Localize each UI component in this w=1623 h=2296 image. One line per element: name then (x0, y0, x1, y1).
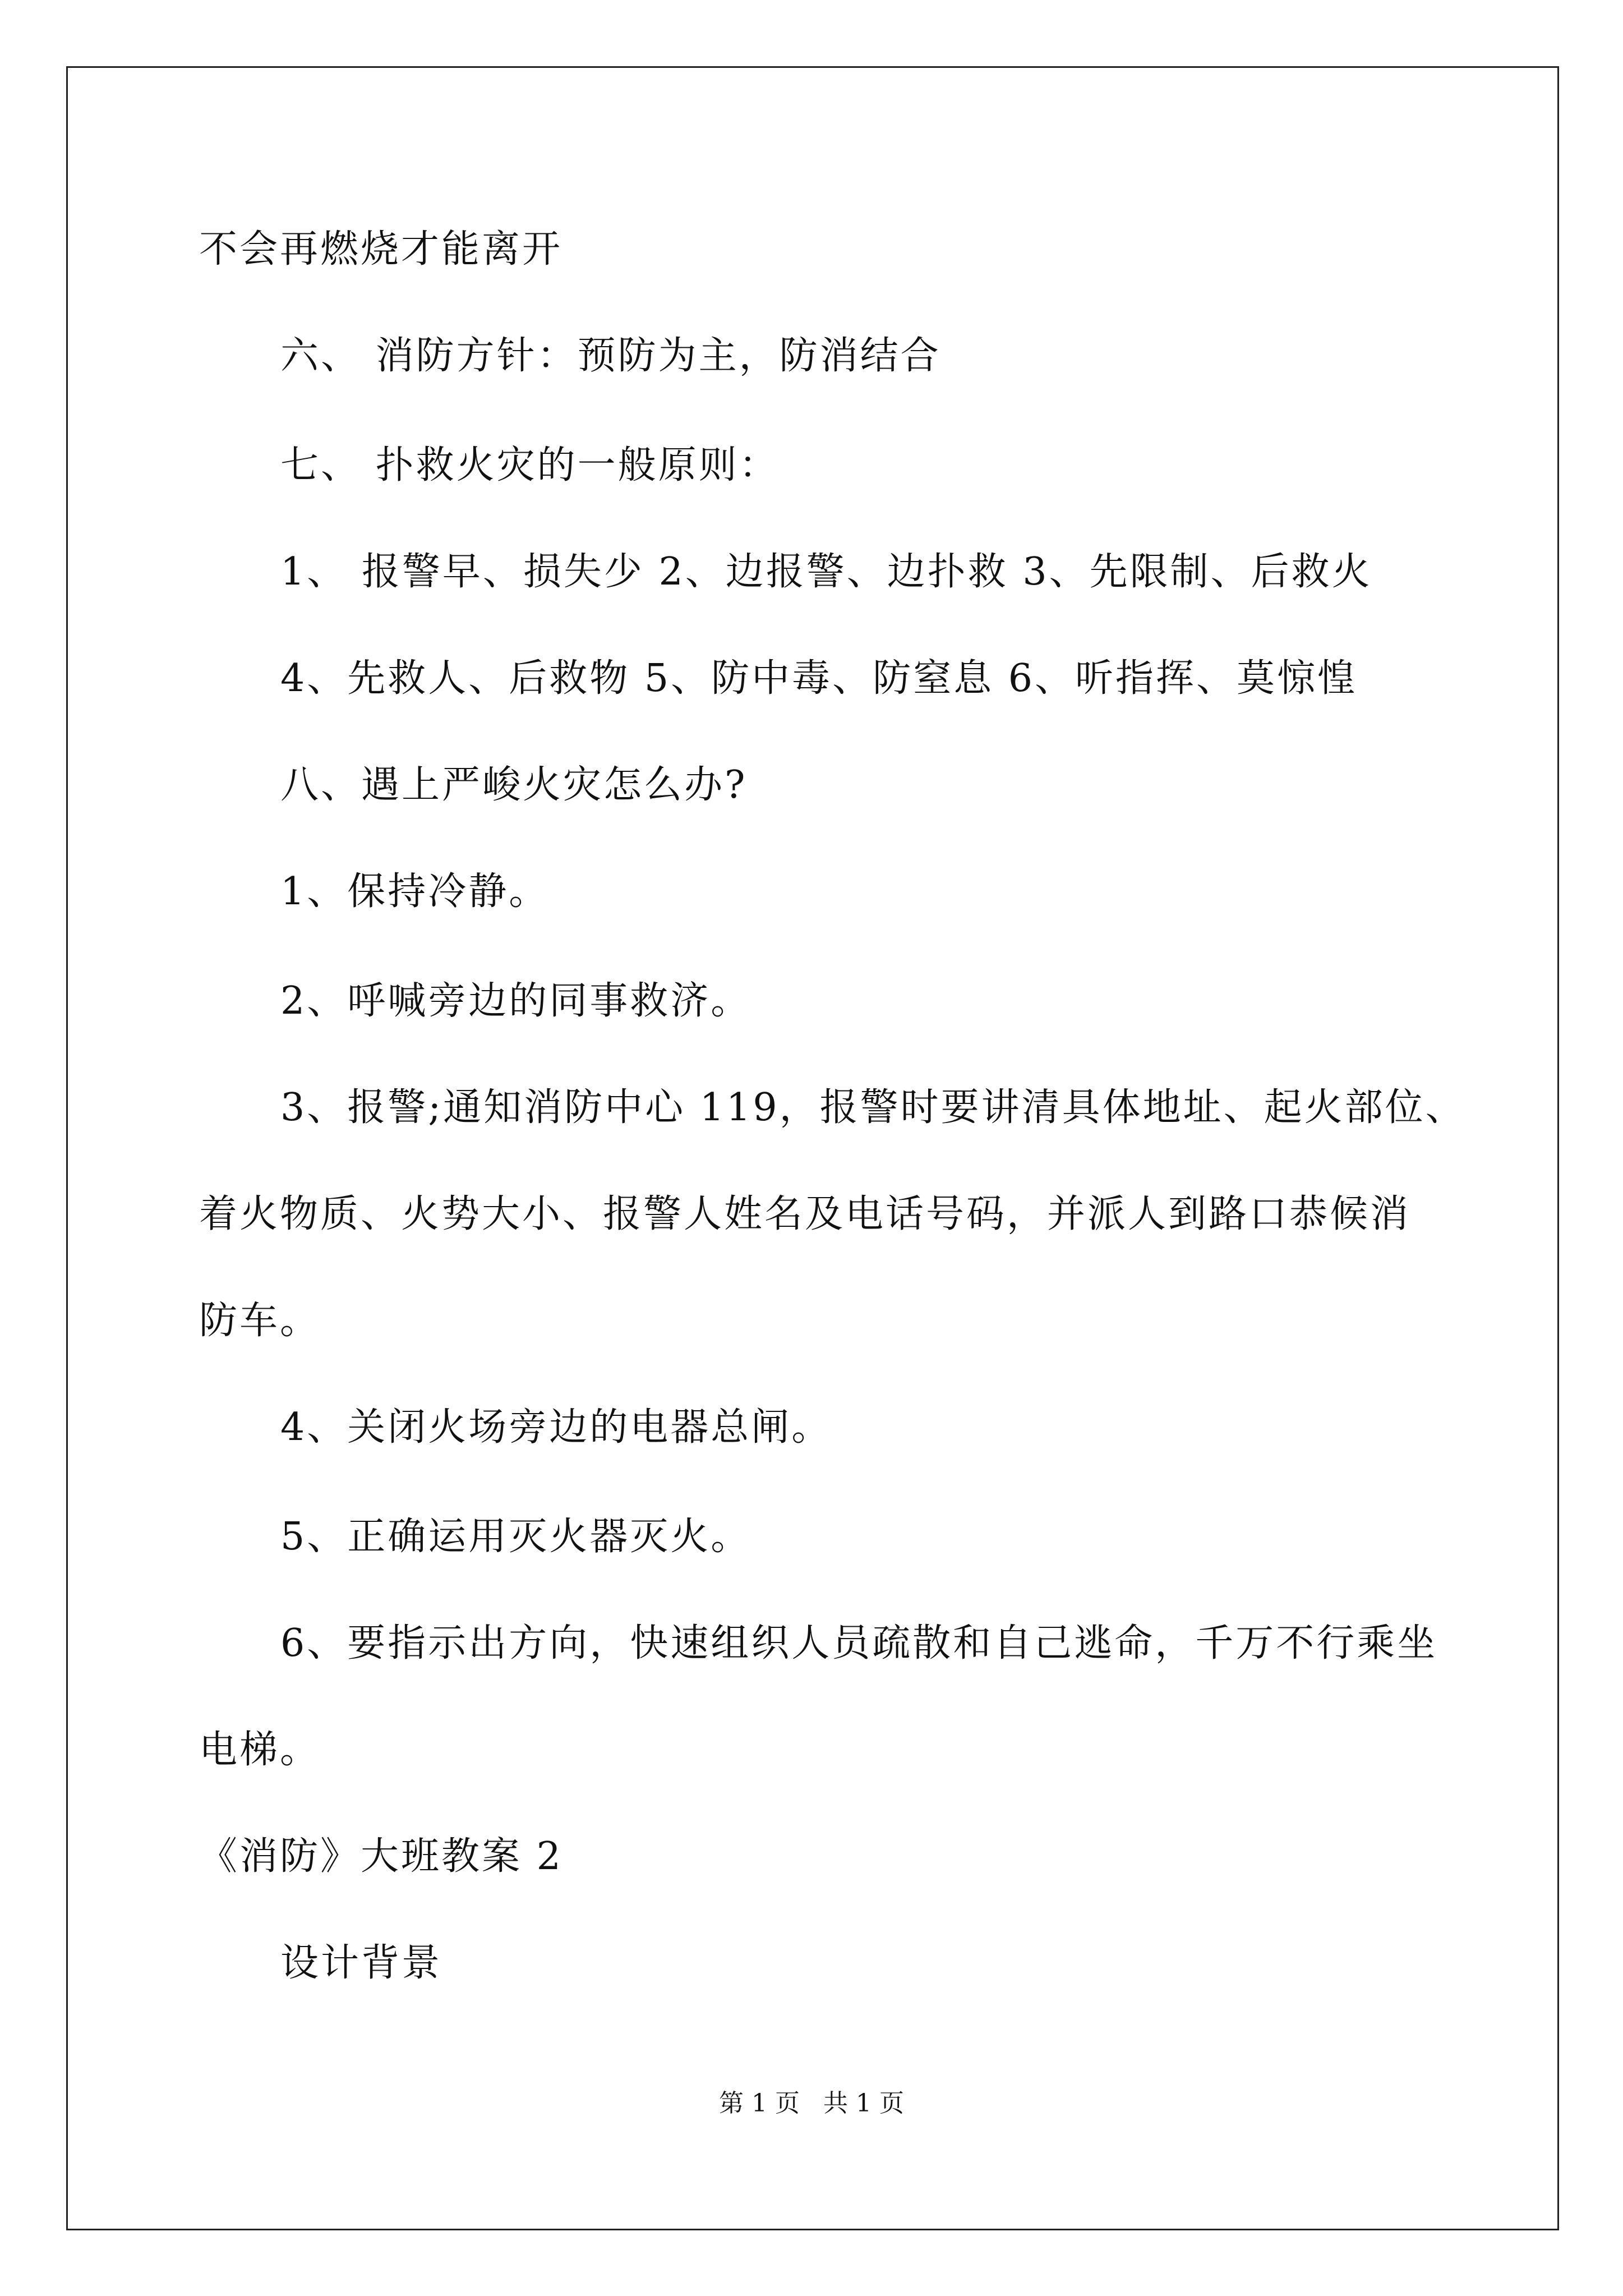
text-line-2: 六、 消防方针：预防为主，防消结合 (280, 334, 941, 378)
text-line-6: 八、遇上严峻火灾怎么办? (280, 763, 748, 807)
section-heading: 《消防》大班教案 2 (199, 1834, 563, 1879)
text-line-8: 2、呼喊旁边的同事救济。 (280, 979, 751, 1023)
text-line-11: 防车。 (199, 1299, 321, 1343)
page-footer: 第 1 页 共 1 页 (719, 2089, 904, 2118)
text-line-1: 不会再燃烧才能离开 (199, 227, 563, 272)
text-line-9: 3、报警;通知消防中心 119，报警时要讲清具体地址、起火部位、 (280, 1085, 1466, 1130)
text-line-12: 4、关闭火场旁边的电器总闸。 (280, 1405, 832, 1450)
text-line-13: 5、正确运用灭火器灭火。 (280, 1515, 751, 1559)
page-border (66, 66, 1559, 2230)
text-line-5: 4、先救人、后救物 5、防中毒、防窒息 6、听指挥、莫惊惶 (280, 656, 1358, 701)
text-line-10: 着火物质、火势大小、报警人姓名及电话号码，并派人到路口恭候消 (199, 1192, 1411, 1236)
text-line-3: 七、 扑救火灾的一般原则： (280, 443, 780, 487)
text-line-14: 6、要指示出方向，快速组织人员疏散和自己逃命，千万不行乘坐 (280, 1621, 1438, 1665)
text-line-7: 1、保持冷静。 (280, 869, 550, 914)
text-line-4: 1、 报警早、损失少 2、边报警、边扑救 3、先限制、后救火 (280, 550, 1372, 594)
text-line-15: 电梯。 (199, 1728, 321, 1772)
subheading: 设计背景 (280, 1941, 442, 1985)
